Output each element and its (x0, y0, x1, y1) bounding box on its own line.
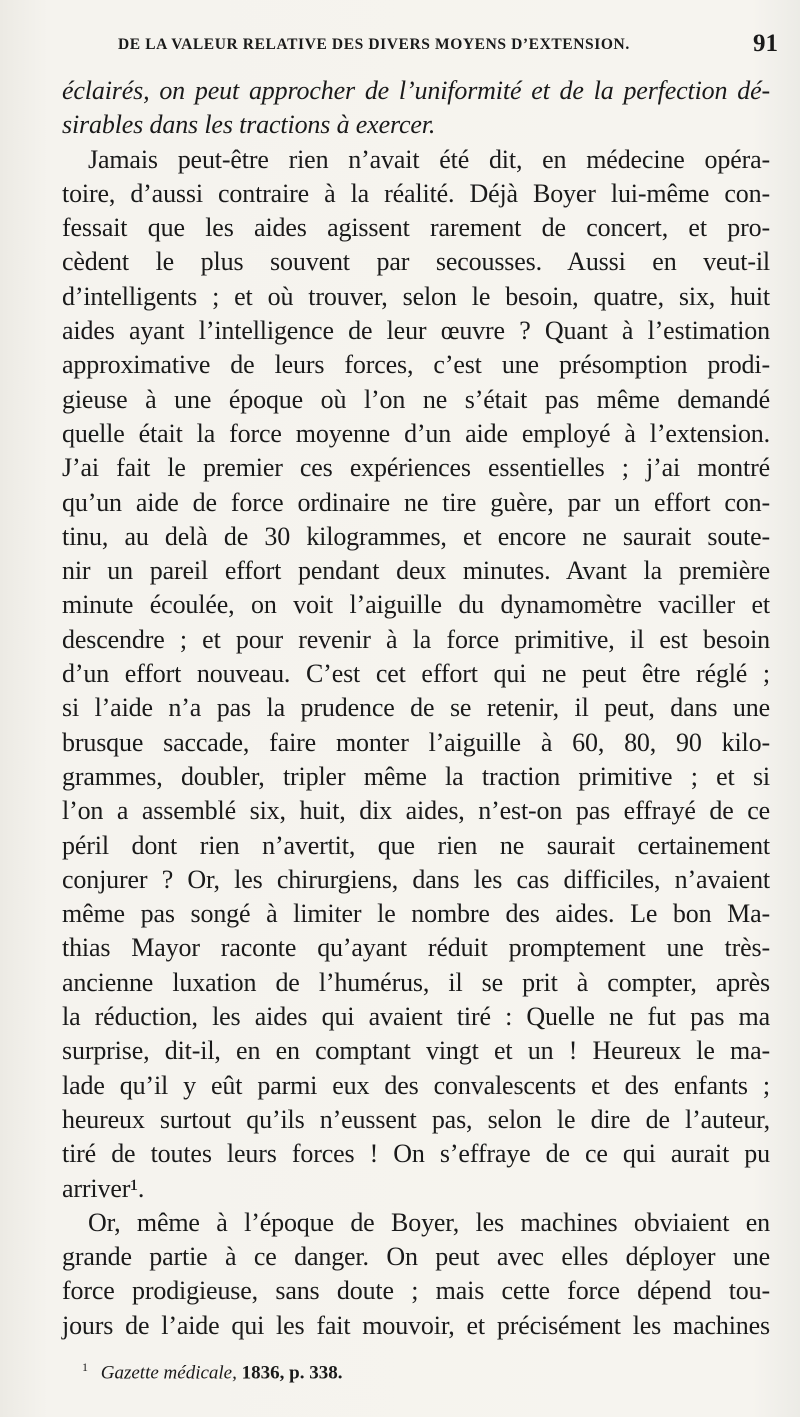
text-line: tiré de toutes leurs forces ! On s’effraye de ce qui aurait pu (62, 1139, 770, 1169)
text-line: si l’aide n’a pas la prudence de se retenir, il peut, dans une (62, 693, 770, 723)
text-line: minute écoulée, on voit l’aiguille du dynamomètre vaciller et (62, 590, 770, 620)
text-line: éclairés, on peut approcher de l’uniformité et de la perfection dé- (62, 76, 770, 105)
text-line: gieuse à une époque où l’on ne s’était pas même demandé (62, 384, 770, 414)
text-line: qu’un aide de force ordinaire ne tire guère, par un effort con- (62, 487, 770, 517)
text-line: Jamais peut-être rien n’avait été dit, en médecine opéra- (88, 144, 770, 174)
text-line: J’ai fait le premier ces expériences essentielles ; j’ai montré (62, 453, 770, 483)
footnote-source: Gazette médicale, (100, 1362, 237, 1384)
text-line: grande partie à ce danger. On peut avec elles déployer une (62, 1242, 770, 1272)
text-line: d’un effort nouveau. C’est cet effort qui ne peut être réglé ; (62, 659, 770, 689)
text-line: lade qu’il y eût parmi eux des convalescents et des enfants ; (62, 1070, 770, 1100)
text-line: même pas songé à limiter le nombre des aides. Le bon Ma- (62, 899, 770, 929)
page-number: 91 (753, 30, 778, 57)
body-text (62, 74, 770, 1343)
text-line: d’intelligents ; et où trouver, selon le besoin, quatre, six, huit (62, 281, 770, 311)
text-line: ancienne luxation de l’humérus, il se prit à compter, après (62, 967, 770, 997)
text-line: grammes, doubler, tripler même la traction primitive ; et si (62, 761, 770, 791)
running-head (118, 30, 778, 70)
text-line: thias Mayor raconte qu’ayant réduit promptement une très- (62, 933, 770, 963)
footnote-citation: 1836, p. 338. (241, 1362, 343, 1384)
text-line: approximative de leurs forces, c’est une présomption prodi- (62, 350, 770, 380)
text-line: surprise, dit-il, en en comptant vingt et un ! Heureux le ma- (62, 1036, 770, 1066)
text-line: cèdent le plus souvent par secousses. Aussi en veut-il (62, 247, 770, 277)
text-line: fessait que les aides agissent rarement de concert, et pro- (62, 213, 770, 243)
footnote-marker: 1 (82, 1360, 88, 1374)
text-line: arriver¹. (62, 1173, 145, 1203)
text-line: l’on a assemblé six, huit, dix aides, n’est-on pas effrayé de ce (62, 796, 770, 826)
footnote (82, 1360, 342, 1384)
text-line: descendre ; et pour revenir à la force primitive, il est besoin (62, 624, 770, 654)
text-line: sirables dans les tractions à exercer. (62, 110, 436, 140)
text-line: la réduction, les aides qui avaient tiré : Quelle ne fut pas ma (62, 1002, 770, 1032)
text-line: toire, d’aussi contraire à la réalité. Déjà Boyer lui-même con- (62, 178, 770, 208)
text-line: force prodigieuse, sans doute ; mais cette force dépend tou- (62, 1276, 770, 1306)
text-line: nir un pareil effort pendant deux minutes. Avant la première (62, 556, 770, 586)
text-line: aides ayant l’intelligence de leur œuvre ? Quant à l’estimation (62, 316, 770, 346)
text-line: brusque saccade, faire monter l’aiguille à 60, 80, 90 kilo- (62, 727, 770, 757)
text-line: Or, même à l’époque de Boyer, les machines obviaient en (88, 1207, 770, 1237)
text-line: tinu, au delà de 30 kilogrammes, et encore ne saurait soute- (62, 521, 770, 551)
running-head-title: DE LA VALEUR RELATIVE DES DIVERS MOYENS D’EXTENSION. (118, 36, 630, 53)
text-line: heureux surtout qu’ils n’eussent pas, selon le dire de l’auteur, (62, 1104, 770, 1134)
text-line: péril dont rien n’avertit, que rien ne saurait certainement (62, 830, 770, 860)
text-line: conjurer ? Or, les chirurgiens, dans les cas difficiles, n’avaient (62, 864, 770, 894)
text-line: quelle était la force moyenne d’un aide employé à l’extension. (62, 418, 770, 448)
text-line: jours de l’aide qui les fait mouvoir, et précisément les machines (62, 1310, 770, 1340)
